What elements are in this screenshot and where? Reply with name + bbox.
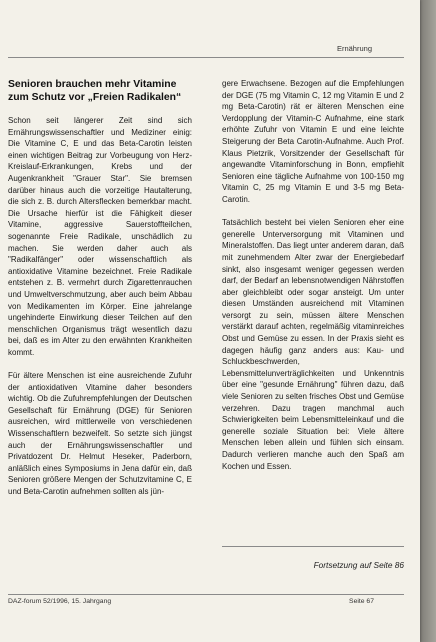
paragraph-recommendations: gere Erwachsene. Bezogen auf die Empfehlungen der DGE (75 mg Vitamin C, 12 mg Vitamin E und 2 mg Beta-Carotin) rät er älteren Menschen eine Verdopplung der Vitamin-C Aufnahme, eine stark erhöhte Zufuhr von Vitamin E und eine leichte Steigerung der Beta Carotin-Aufnahme. Auch Prof. Klaus Pietzrik, Vorsitzender der Gesellschaft für angewandte Vitaminforschung in Bonn, empfiehlt Senioren eine tägliche Aufnahme von 100-150 mg Vitamin C, 25 mg Vitamin E und 3-5 mg Beta-Carotin. bbox=[222, 79, 404, 204]
footer-publication: DAZ-forum 52/1996, 15. Jahrgang bbox=[8, 598, 112, 605]
footer-page-number: Seite 67 bbox=[349, 598, 374, 605]
continued-rule bbox=[222, 546, 404, 547]
article-title: Senioren brauchen mehr Vitamine zum Schutz vor „Freien Radikalen“ bbox=[8, 79, 182, 103]
bottom-rule bbox=[8, 594, 404, 595]
left-column bbox=[8, 115, 192, 498]
top-rule bbox=[8, 57, 404, 58]
continued-note: Fortsetzung auf Seite 86 bbox=[313, 560, 404, 570]
section-label: Ernährung bbox=[336, 44, 372, 53]
right-column bbox=[222, 78, 404, 472]
paragraph-intro: Schon seit längerer Zeit sind sich Ernährungswissenschaftler und Mediziner einig: Die Vitamine C, E und das Beta-Carotin leisten einen wichtigen Beitrag zur Vorbeugung von Herz-Kreislauf-Erkrankungen, Krebs und der Augenkrankheit "Grauer Star". Sie bremsen darüber hinaus auch die vorzeitige Hautalterung, die sich z. B. durch Altersflecken bemerkbar macht. Die Ursache hierfür ist die Fähigkeit dieser Vitamine, aggressive Sauerstoffteilchen, sogenannte Freie Radikale, unschädlich zu machen. Sie werden daher auch als "Radikalfänger" oder wissenschaftlich als antioxidative Vitamine bezeichnet. Freie Radikale entstehen z. B. vermehrt durch Zigarettenrauchen und Umweltverschmutzung, aber auch beim Abbau von Medikamenten im Körper. Eine jahrelange ungehinderte Einwirkung dieser Teilchen auf den menschlichen Organismus trägt wesentlich dazu bei, daß es im Alter zu den erwähnten Krankheiten kommt. bbox=[8, 116, 192, 357]
paragraph-seniors: Für ältere Menschen ist eine ausreichende Zufuhr der antioxidativen Vitamine daher besonders wichtig. Ob die Zufuhrempfehlungen der Deutschen Gesellschaft für Ernährung (DGE) für Senioren ausreichen, wird mittlerweile von verschiedenen Wissenschaftlern bezweifelt. So setzte sich jüngst auch der Ernährungswissenschaftler und Privatdozent Dr. Helmut Heseker, Paderborn, anläßlich eines Symposiums in Jena dafür ein, daß Senioren größere Mengen der Schutzvitamine C, E und Beta-Carotin aufnehmen sollten als jün- bbox=[8, 371, 192, 496]
paragraph-undersupply: Tatsächlich besteht bei vielen Senioren eher eine generelle Unterversorgung mit Vitaminen und Mineralstoffen. Das liegt unter anderem daran, daß mit zunehmendem Alter zwar der Energiebedarf sinkt, also insgesamt weniger gegessen werden darf, der Bedarf an lebensnotwendigen Nährstoffen aber gleichbleibt oder sogar ansteigt. Um unter diesen Umständen ausreichend mit Vitaminen versorgt zu sein, müssen ältere Menschen verstärkt darauf achten, regelmäßig vitaminreiches Obst und Gemüse zu essen. In der Praxis sieht es dagegen häufig ganz anders aus: Kau- und Schluckbeschwerden, Lebensmittelunverträglichkeiten und Unkenntnis über eine "gesunde Ernährung" führen dazu, daß viele Senioren zu selten frisches Obst und Gemüse verzehren. Dazu tragen manchmal auch Schwierigkeiten beim Lebensmitteleinkauf und die generelle soziale Situation bei: Viele ältere Menschen leben allein und fühlen sich einsam. Dadurch verlieren manche auch den Spaß am Kochen und Essen. bbox=[222, 218, 404, 471]
page-edge bbox=[420, 0, 436, 642]
